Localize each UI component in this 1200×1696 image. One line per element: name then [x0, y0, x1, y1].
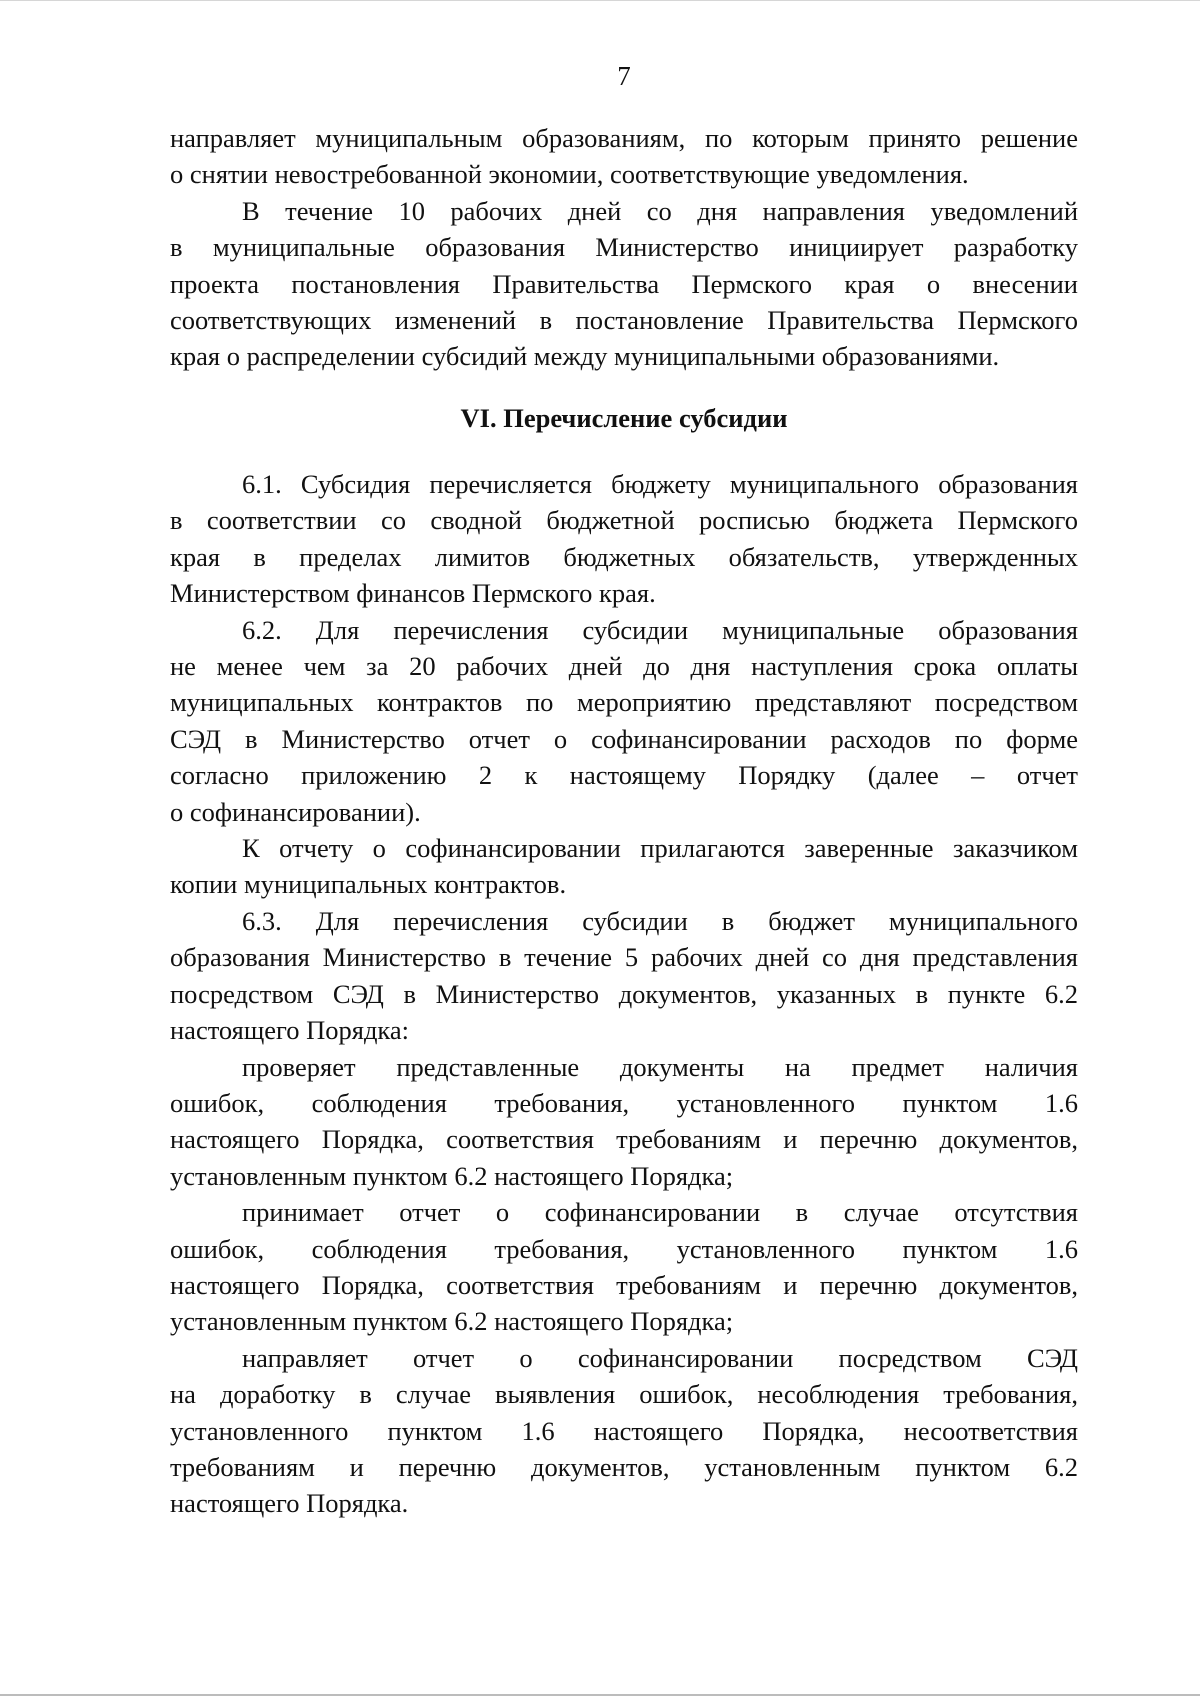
- text-line: о софинансировании).: [170, 796, 421, 827]
- scan-edge-top: [0, 0, 1200, 1]
- text-line: копии муниципальных контрактов.: [170, 869, 567, 900]
- text-line: требованиям и перечню документов, установленным пунктом 6.2: [170, 1451, 1078, 1482]
- section-heading: VI. Перечисление субсидии: [460, 403, 788, 433]
- text-line: направляет муниципальным образованиям, по которым принято решение: [170, 123, 1078, 153]
- text-block-main: [170, 466, 1078, 1522]
- text-line: края в пределах лимитов бюджетных обязательств, утвержденных: [170, 541, 1078, 572]
- text-line: В течение 10 рабочих дней со дня направления уведомлений: [242, 195, 1078, 226]
- paragraph-6-3-checks: [170, 1049, 1078, 1195]
- text-line: настоящего Порядка:: [170, 1015, 410, 1046]
- text-line: принимает отчет о софинансировании в случае отсутствия: [242, 1197, 1078, 1228]
- paragraph-6-3-returns: [170, 1340, 1078, 1522]
- text-line: настоящего Порядка, соответствия требованиям и перечню документов,: [170, 1269, 1078, 1300]
- text-line: в соответствии со сводной бюджетной росписью бюджета Пермского: [170, 505, 1078, 536]
- text-line: муниципальных контрактов по мероприятию представляют посредством: [170, 687, 1078, 718]
- text-line: ошибок, соблюдения требования, установленного пунктом 1.6: [170, 1087, 1078, 1118]
- text-line: проекта постановления Правительства Пермского края о внесении: [170, 268, 1078, 299]
- text-line: ошибок, соблюдения требования, установленного пунктом 1.6: [170, 1233, 1078, 1264]
- text-line: установленным пунктом 6.2 настоящего Порядка;: [170, 1160, 734, 1191]
- text-line: не менее чем за 20 рабочих дней до дня наступления срока оплаты: [170, 651, 1078, 682]
- text-line: 6.3. Для перечисления субсидии в бюджет муниципального: [242, 905, 1078, 936]
- paragraph-6-3: [170, 903, 1078, 1049]
- text-line: на доработку в случае выявления ошибок, несоблюдения требования,: [170, 1379, 1078, 1410]
- text-line: СЭД в Министерство отчет о софинансировании расходов по форме: [170, 723, 1078, 754]
- text-line: образования Министерство в течение 5 рабочих дней со дня представления: [170, 942, 1078, 973]
- text-line: в муниципальные образования Министерство инициирует разработку: [170, 232, 1078, 263]
- text-line: установленным пунктом 6.2 настоящего Порядка;: [170, 1306, 734, 1337]
- text-line: настоящего Порядка.: [170, 1488, 409, 1519]
- text-line: соответствующих изменений в постановление Правительства Пермского: [170, 305, 1078, 336]
- text-line: края о распределении субсидий между муниципальными образованиями.: [170, 341, 1000, 372]
- paragraph-ministry-initiates: [170, 193, 1078, 375]
- paragraph-6-2-attachment: [170, 830, 1078, 903]
- text-line: 6.2. Для перечисления субсидии муниципальные образования: [242, 614, 1078, 645]
- text-line: установленного пунктом 1.6 настоящего Порядка, несоответствия: [170, 1415, 1078, 1446]
- text-line: о снятии невостребованной экономии, соответствующие уведомления.: [170, 159, 969, 190]
- paragraph-6-2: [170, 612, 1078, 830]
- text-line: согласно приложению 2 к настоящему Порядку (далее – отчет: [170, 760, 1078, 791]
- text-line: 6.1. Субсидия перечисляется бюджету муниципального образования: [242, 469, 1078, 499]
- paragraph-6-1: [170, 466, 1078, 612]
- text-block-top: [170, 120, 1078, 375]
- text-line: настоящего Порядка, соответствия требованиям и перечню документов,: [170, 1124, 1078, 1155]
- page-number: 7: [617, 61, 631, 91]
- text-line: К отчету о софинансировании прилагаются заверенные заказчиком: [242, 833, 1078, 864]
- text-line: Министерством финансов Пермского края.: [170, 578, 656, 609]
- text-line: посредством СЭД в Министерство документов, указанных в пункте 6.2: [170, 978, 1078, 1009]
- paragraph-intro: [170, 120, 1078, 193]
- text-line: проверяет представленные документы на предмет наличия: [242, 1051, 1078, 1082]
- paragraph-6-3-accepts: [170, 1194, 1078, 1340]
- text-line: направляет отчет о софинансировании посредством СЭД: [242, 1342, 1078, 1373]
